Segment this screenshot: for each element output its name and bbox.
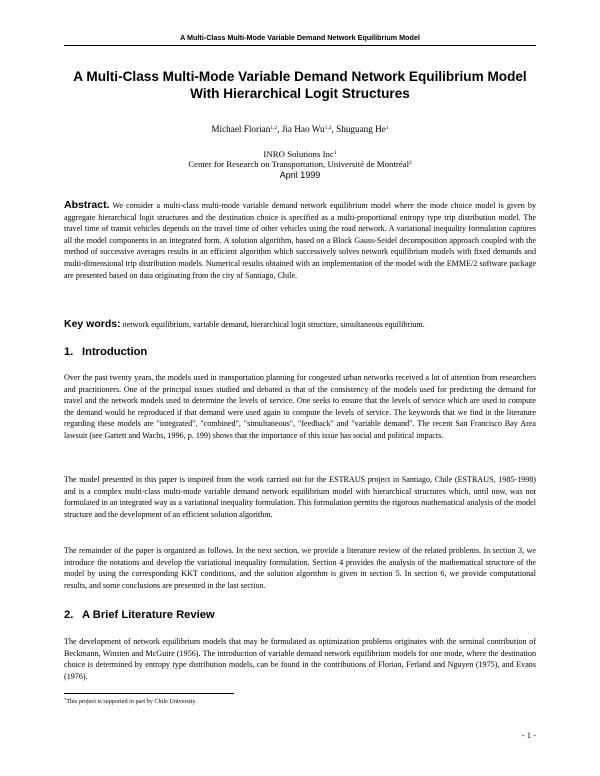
author-affiliation-mark: 1	[385, 125, 389, 131]
affiliation-org: Center for Research on Transportation, Université de Montréal	[188, 159, 410, 169]
paragraph-text: The remainder of the paper is organized as follows. In the next section, we provide a literature review of the related problems. In section 3, we introduce the notations and develop the variational inequality formulation. Section 4 provides the analysis of the mathematical structure of the model by using the corresponding KKT conditions, and the solution algorithm is given in section 5. In section 6, we provide computational results, and some conclusions are presented in the last section.	[64, 546, 536, 590]
title-line-2: With Hierarchical Logit Structures	[190, 86, 410, 101]
affiliation-mark: 2	[409, 160, 412, 166]
author-affiliation-mark: 1,2	[270, 125, 278, 131]
affiliation-2	[40, 159, 560, 169]
affiliation-mark: 1	[333, 150, 337, 156]
keywords-label: Key words:	[64, 318, 121, 330]
footnote	[64, 698, 197, 705]
section-number: 2.	[64, 609, 74, 621]
intro-paragraph-1	[64, 372, 536, 442]
abstract-text: We consider a multi-class multi-mode variable demand network equilibrium model where the mode choice model is given by aggregate hierarchical logit structures and the destination choice is specified as a multi-proportional entropy type trip distribution model. The travel time of transit vehicles depends on the travel time of other vehicles using the road network. A variational inequality formulation captures all the model components in an integrated form. A solution algorithm, based on a Block Gauss-Seidel decomposition approach coupled with the method of successive averages results in an efficient algorithm which successively solves network equilibrium models with fixed demands and multi-dimensional trip distribution models. Numerical results obtained with an implementation of the model with the EMME/2 software package are presented based on data originating from the city of Santiago, Chile.	[64, 201, 536, 280]
section-title: A Brief Literature Review	[82, 609, 215, 621]
paragraph-text: The development of network equilibrium models that may be formulated as optimization problems originates with the seminal contribution of Beckmann, Winsten and McGuire (1956). The introduction of variable demand network equilibrium models for one mode, where the destination choice is determined by entropy type distribution models, can be found in the contributions of Florian, Ferland and Nguyen (1975), and Evans (1976).	[64, 637, 536, 681]
running-head: A Multi-Class Multi-Mode Variable Demand Network Equilibrium Model	[180, 33, 420, 42]
affiliation-org: INRO Solutions Inc	[263, 149, 334, 159]
header-rule	[64, 45, 536, 46]
author-separator: ,	[331, 124, 337, 134]
paper-title	[40, 68, 560, 102]
footnote-mark: *	[64, 697, 67, 702]
intro-paragraph-2	[64, 474, 536, 520]
affiliation-1	[40, 149, 560, 159]
section-title: Introduction	[82, 346, 148, 358]
author-separator: ,	[277, 124, 282, 134]
section-number: 1.	[64, 346, 74, 358]
title-line-1: A Multi-Class Multi-Mode Variable Demand Network Equilibrium Model	[73, 69, 527, 84]
author-affiliation-mark: 1,2	[324, 125, 332, 131]
author-name: Michael Florian	[211, 124, 271, 134]
footnote-text: This project is supported in part by Chile University.	[66, 698, 197, 705]
author-name: Shuguang He	[336, 124, 386, 134]
keywords	[64, 319, 536, 331]
section-heading-introduction	[64, 346, 147, 358]
footnote-rule	[64, 693, 234, 694]
author-list	[40, 124, 560, 134]
intro-paragraph-3	[64, 545, 536, 591]
page-number: - 1 -	[521, 730, 536, 740]
section-heading-literature-review	[64, 609, 215, 621]
paragraph-text: The model presented in this paper is inspired from the work carried out for the ESTRAUS project in Santiago, Chile (ESTRAUS, 1985-1998) and is a complex multi-class multi-mode variable demand network equilibrium model with hierarchical structures which, until now, was not formulated in an integrated way as a variational inequality formulation. This formulation permits the rigorous mathematical analysis of the model structure and the development of an efficient solution algorithm.	[64, 475, 536, 519]
literature-paragraph-1	[64, 636, 536, 682]
abstract	[64, 200, 536, 281]
author-name: Jia Hao Wu	[281, 124, 325, 134]
paragraph-text: Over the past twenty years, the models used in transportation planning for congested urban networks received a lot of attention from researchers and practitioners. One of the principal issues studied and debated is that of the consistency of the models used for predicting the demand for travel and the network models used to determine the levels of service. One seeks to ensure that the levels of service which are used to compute the demand would be reproduced if that demand were used again to compute the levels of service. The keywords that we find in the literature regarding these models are "integrated", "combined", "simultaneous", "feedback" and "variable demand". The recent San Francisco Bay Area lawsuit (see Gattett and Wachs, 1996, p. 199) shows that the importance of this issue has social and political impacts.	[64, 373, 536, 440]
keywords-text: network equilibrium, variable demand, hierarchical logit structure, simultaneous equilibrium.	[122, 320, 425, 329]
publication-date: April 1999	[279, 170, 321, 180]
abstract-label: Abstract.	[64, 199, 110, 211]
